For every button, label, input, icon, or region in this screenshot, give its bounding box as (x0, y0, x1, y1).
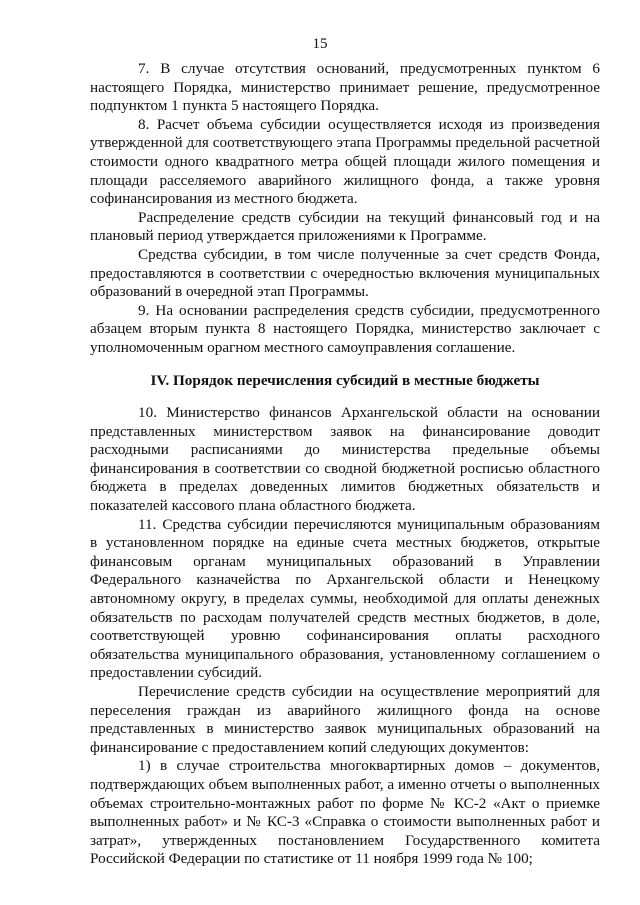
paragraph-11: 11. Средства субсидии перечисляются муниципальным образованиям в установленном порядке на единые счета местных бюджетов, открытые финансовым органам муниципальных образований в Управлении Федерального казначейства по Архангельской области и Ненецкому автономному округу, в пределах суммы, необходимой для оплаты денежных обязательств по расходам получателей средств местных бюджетов, в доле, соответствующей уровню софинансирования оплаты расходного обязательства муниципального образования, установленному соглашением о предоставлении субсидий. (90, 515, 600, 682)
paragraph-10: 10. Министерство финансов Архангельской области на основании представленных министерством заявок на финансирование доводит расходными расписаниями до министерства предельные объемы финансирования в соответствии со сводной бюджетной росписью областного бюджета в пределах доведенных лимитов бюджетных обязательств и показателей кассового плана областного бюджета. (90, 404, 600, 515)
document-body (90, 60, 600, 869)
paragraph-9: 9. На основании распределения средств субсидии, предусмотренного абзацем вторым пункта 8 настоящего Порядка, министерство заключает с уполномоченным орагном местного самоуправления соглашение. (90, 301, 600, 356)
page-number: 15 (312, 36, 328, 52)
paragraph-11-item-1: 1) в случае строительства многоквартирных домов – документов, подтверждающих объем выполненных работ, а именно отчеты о выполненных объемах строительно-монтажных работ по форме № КС-2 «Акт о приемке выполненных работ» и № КС-3 «Справка о стоимости выполненных работ и затрат», утвержденных постановлением Государственного комитета Российской Федерации по статистике от 11 ноября 1999 года № 100; (90, 757, 600, 868)
paragraph-7: 7. В случае отсутствия оснований, предусмотренных пунктом 6 настоящего Порядка, министерство принимает решение, предусмотренное подпунктом 1 пункта 5 настоящего Порядка. (90, 60, 600, 115)
paragraph-8-distribution: Распределение средств субсидии на текущий финансовый год и на плановый период утверждается приложениями к Программе. (90, 208, 600, 245)
section-heading: IV. Порядок перечисления субсидий в местные бюджеты (150, 371, 540, 389)
paragraph-8-fund: Средства субсидии, в том числе полученные за счет средств Фонда, предоставляются в соответствии с очередностью включения муниципальных образований в очередной этап Программы. (90, 245, 600, 301)
paragraph-11-transfer: Перечисление средств субсидии на осуществление мероприятий для переселения граждан из аварийного жилищного фонда на основе представленных в министерство заявок муниципальных образований на финансирование с предоставлением копий следующих документов: (90, 683, 600, 756)
paragraph-8: 8. Расчет объема субсидии осуществляется исходя из произведения утвержденной для соответствующего этапа Программы предельной расчетной стоимости одного квадратного метра общей площади жилого помещения и площади расселяемого аварийного жилищного фонда, а также уровня софинансирования из местного бюджета. (90, 115, 600, 208)
